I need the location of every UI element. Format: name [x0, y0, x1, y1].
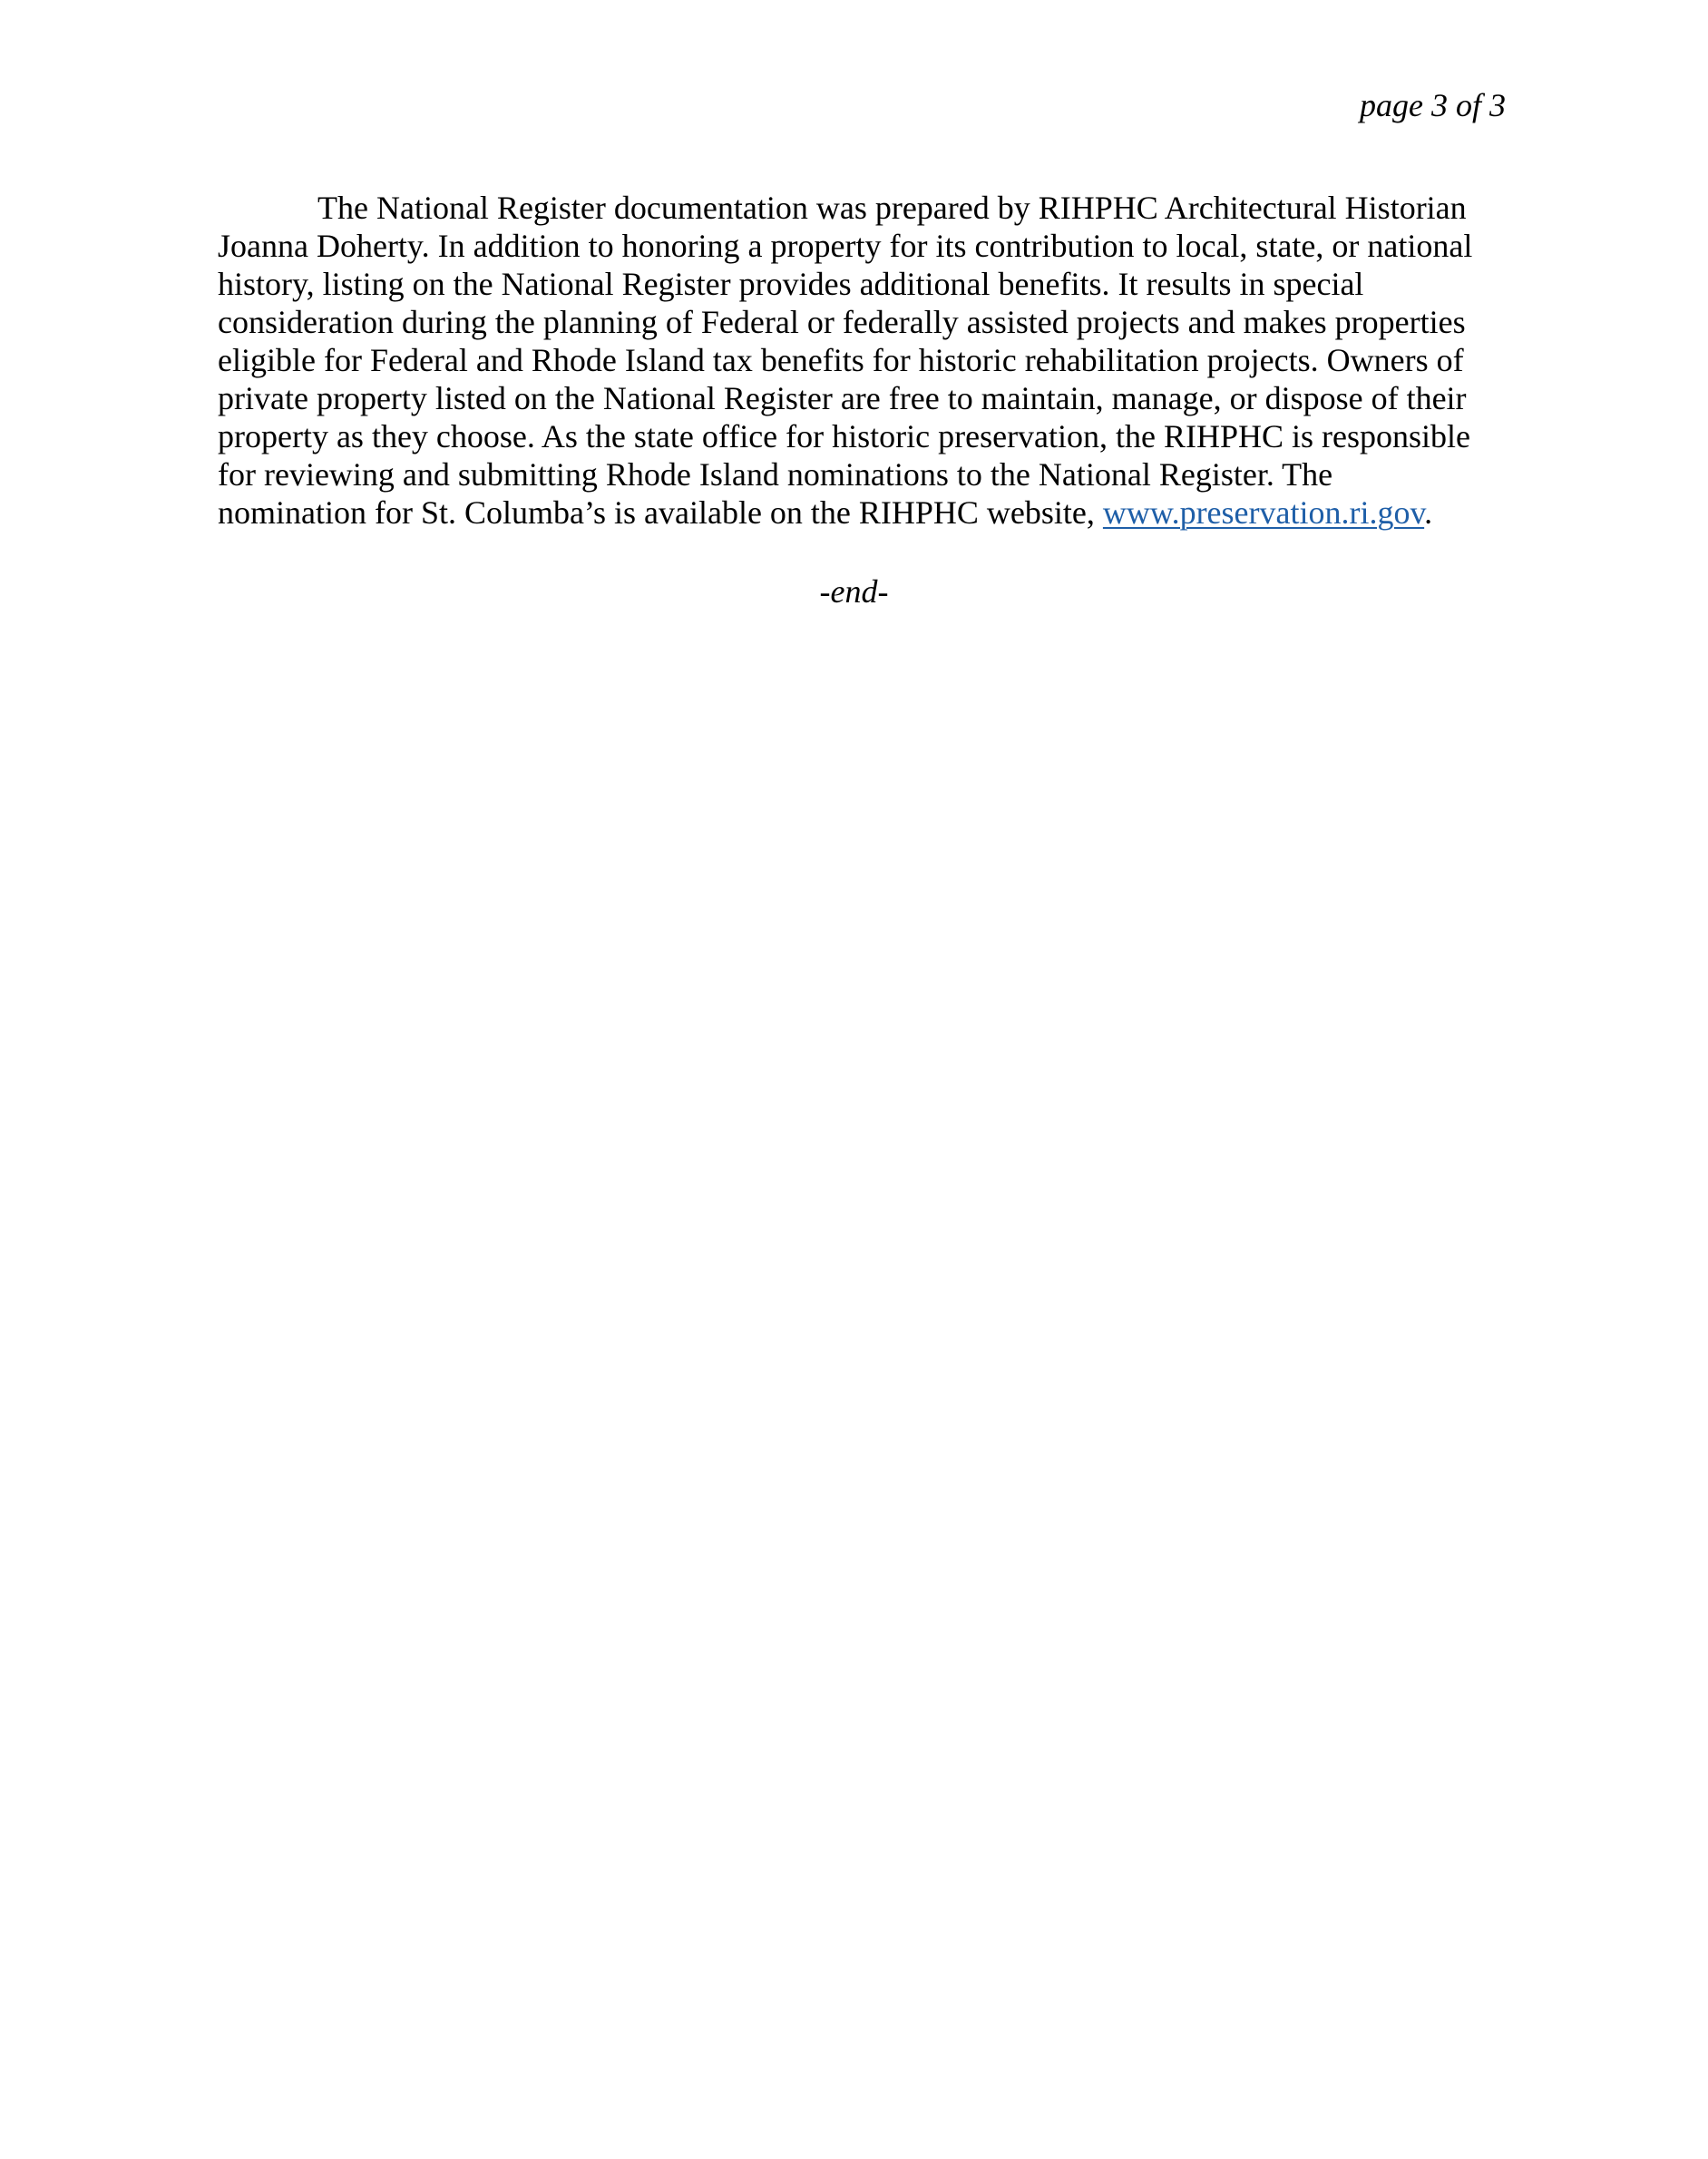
paragraph-line: The National Register documentation was prepared by RIHPHC Architectural Historian: [317, 190, 1467, 226]
paragraph-line: property as they choose. As the state office for historic preservation, the RIHPHC is responsible: [218, 418, 1471, 454]
page-number: page 3 of 3: [1360, 87, 1506, 123]
last-line-period: .: [1424, 494, 1433, 531]
paragraph-line: consideration during the planning of Federal or federally assisted projects and makes properties: [218, 304, 1466, 340]
paragraph-line: private property listed on the National Register are free to maintain, manage, or dispose of their: [218, 380, 1467, 416]
paragraph-line: eligible for Federal and Rhode Island tax benefits for historic rehabilitation projects. Owners of: [218, 342, 1464, 378]
paragraph-last-line: [218, 493, 1497, 532]
paragraph-line: Joanna Doherty. In addition to honoring a property for its contribution to local, state, or national: [218, 228, 1473, 264]
paragraph-line: for reviewing and submitting Rhode Island nominations to the National Register. The: [218, 456, 1333, 493]
website-link[interactable]: www.preservation.ri.gov: [1102, 494, 1425, 531]
end-mark: -end-: [819, 573, 889, 610]
paragraph-line: history, listing on the National Register provides additional benefits. It results in special: [218, 266, 1364, 302]
body-paragraph: [218, 189, 1497, 532]
last-line-text: nomination for St. Columba’s is available on the RIHPHC website,: [218, 494, 1103, 531]
